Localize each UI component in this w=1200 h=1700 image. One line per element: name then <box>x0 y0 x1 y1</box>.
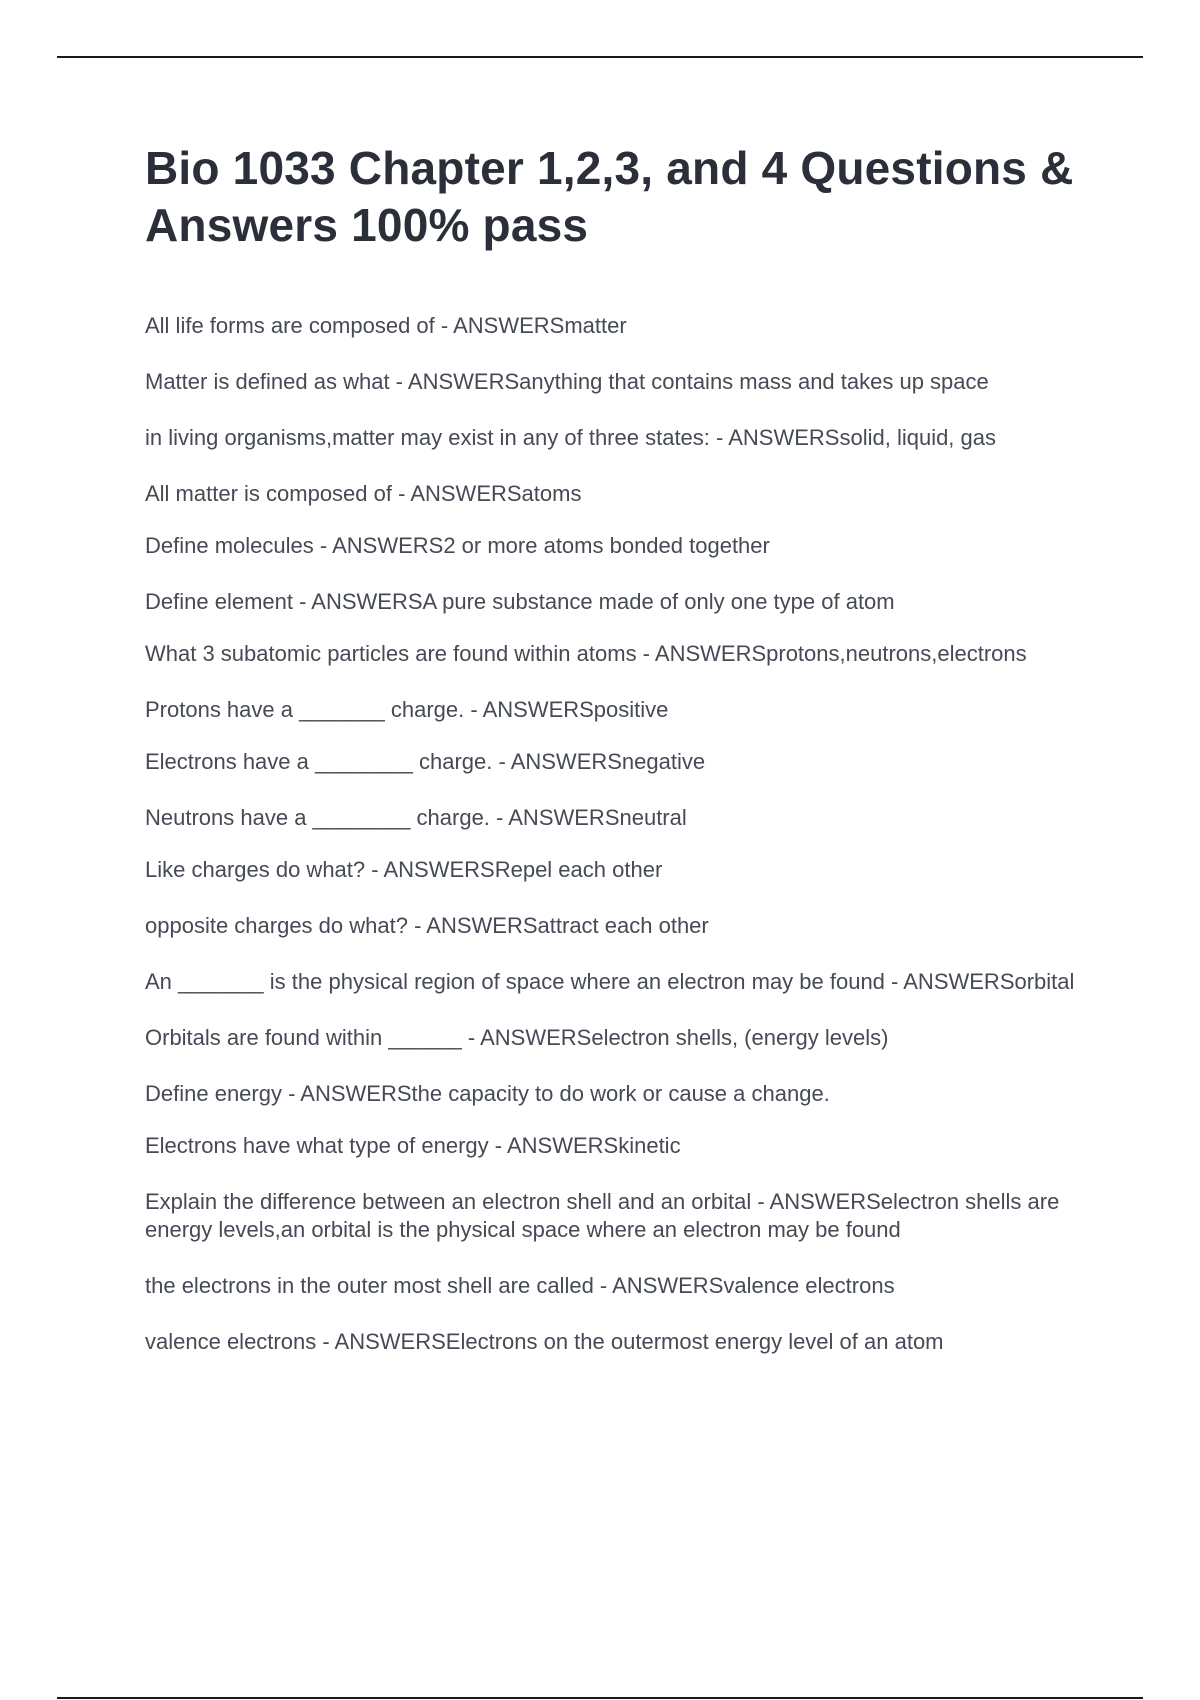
qa-item: All matter is composed of - ANSWERSatoms <box>145 481 582 506</box>
qa-item: opposite charges do what? - ANSWERSattract each other <box>145 913 709 938</box>
qa-item: Define energy - ANSWERSthe capacity to do work or cause a change. <box>145 1081 830 1106</box>
qa-item: Electrons have what type of energy - ANSWERSkinetic <box>145 1133 681 1158</box>
qa-item: Matter is defined as what - ANSWERSanything that contains mass and takes up space <box>145 369 989 394</box>
document-body <box>145 140 1085 1384</box>
qa-item: Protons have a _______ charge. - ANSWERSpositive <box>145 697 669 722</box>
qa-item: All life forms are composed of - ANSWERSmatter <box>145 313 627 338</box>
qa-item: Define molecules - ANSWERS2 or more atoms bonded together <box>145 533 770 558</box>
qa-item: Define element - ANSWERSA pure substance made of only one type of atom <box>145 589 895 614</box>
qa-item: Like charges do what? - ANSWERSRepel each other <box>145 857 663 882</box>
qa-list <box>145 312 1085 1356</box>
qa-item: What 3 subatomic particles are found within atoms - ANSWERSprotons,neutrons,electrons <box>145 641 1027 666</box>
page-title: Bio 1033 Chapter 1,2,3, and 4 Questions & Answers 100% pass <box>145 142 1074 251</box>
qa-item: Explain the difference between an electron shell and an orbital - ANSWERSelectron shells are energy levels,an orbital is the physical space where an electron may be found <box>145 1189 1060 1242</box>
qa-item: An _______ is the physical region of space where an electron may be found - ANSWERSorbital <box>145 969 1075 994</box>
qa-item: Orbitals are found within ______ - ANSWERSelectron shells, (energy levels) <box>145 1025 889 1050</box>
qa-item: in living organisms,matter may exist in any of three states: - ANSWERSsolid, liquid, gas <box>145 425 997 450</box>
qa-item: Neutrons have a ________ charge. - ANSWERSneutral <box>145 805 687 830</box>
qa-item: valence electrons - ANSWERSElectrons on the outermost energy level of an atom <box>145 1329 944 1354</box>
qa-item: Electrons have a ________ charge. - ANSWERSnegative <box>145 749 706 774</box>
qa-item: the electrons in the outer most shell are called - ANSWERSvalence electrons <box>145 1273 895 1298</box>
bottom-divider <box>57 1697 1143 1699</box>
top-divider <box>57 56 1143 58</box>
